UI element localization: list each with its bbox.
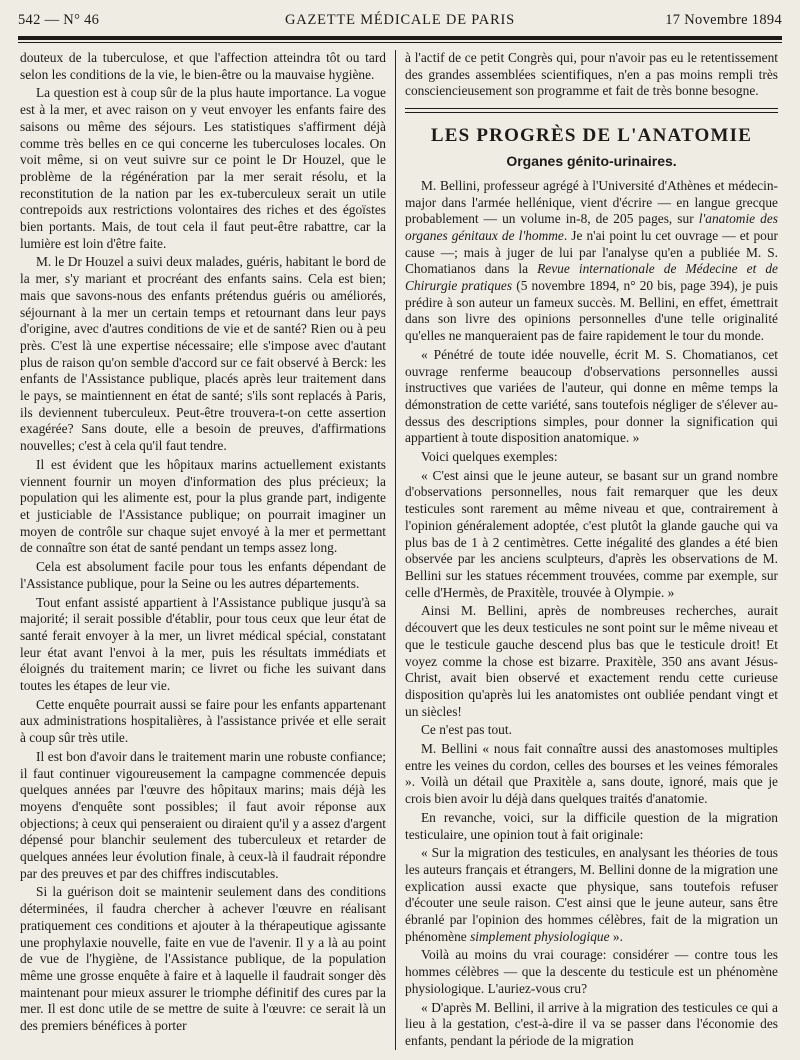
paragraph: « D'après M. Bellini, il arrive à la migration des testicules ce qui a lieu à la gestation, c'est-à-dire il va se passer dans l'économie des enfants, pendant la période de la migration — [405, 999, 778, 1048]
text-run: (5 novembre 1894, n° 20 bis, page 394), je puis prédire à son auteur un fameux succès. M. Bellini, en effet, émettrait dans son livre des opinions personnelles d'une telle originalité qu'elles ne manqueraient pas de faire rapidement le tour du monde. — [405, 278, 778, 344]
journal-title: GAZETTE MÉDICALE DE PARIS — [284, 12, 516, 28]
column-divider — [395, 50, 396, 1050]
paragraph: douteux de la tuberculose, et que l'affection atteindra tôt ou tard selon les conditions de la vie, le bien-être ou la mauvaise hygiène. — [20, 50, 386, 82]
paragraph: Cela est absolument facile pour tous les enfants dépendant de l'Assistance publique, pour la Seine ou les autres départements. — [20, 559, 386, 591]
paragraph — [405, 845, 778, 945]
paragraph: « Pénétré de toute idée nouvelle, écrit M. S. Chomatianos, cet ouvrage renferme beaucoup d'observations personnelles aussi instructives que variées de l'auteur, qui donne en même temps la démonstration de cette variété, sans toutefois négliger de s'élever au-dessus des descriptions simples, pour donner la signification qui appartient à toute disposition anatomique. » — [405, 346, 778, 446]
paragraph: Voilà au moins du vrai courage: considérer — contre tous les hommes célèbres — que la descente du testicule est un phénomène physiologique. L'auriez-vous cru? — [405, 947, 778, 996]
paragraph: Ainsi M. Bellini, après de nombreuses recherches, aurait découvert que les deux testicules ne sont point sur le même niveau et que le testicule gauche descend plus bas que le testicule droit! Et voyez comme la chose est bizarre. Praxitèle, 350 ans avant Jésus-Christ, avait bien observé et exactement rendu cette curieuse disposition qu'après lui les anatomistes ont oubliée pendant vingt et un siècles! — [405, 603, 778, 719]
section-rule — [405, 108, 778, 113]
paragraph: Il est bon d'avoir dans le traitement marin une robuste confiance; il faut continuer vigoureusement la campagne commencée depuis quelques années par l'œuvre des hôpitaux marins; mais déjà les moyens d'enquête sont possibles; il faut avoir réponse aux objections; à ceux qui penseraient ou diraient qu'il y a assez d'argent dépensé pour blanchir seulement des tuberculeux et retarder de quelques années leur évolution finale, à ceux-là il faudrait répondre par des preuves et par des chiffres indiscutables. — [20, 748, 386, 881]
italic-title: l'anatomie des organes génitaux de l'homme — [405, 211, 778, 243]
section-subtitle: Organes génito-urinaires. — [506, 153, 677, 170]
paragraph: La question est à coup sûr de la plus haute importance. La vogue est à la mer, et avec raison on y veut envoyer les enfants faire des saisons ou même des séjours. Les statistiques s'affirment déjà comme très belles en ce qui concerne les tuberculoses locales. On voit même, si on veut suivre sur ce point le Dr Houzel, que le problème de la régénération par la mer serait résolu, et la reconstitution de la nation par les ex-tuberculeux serait un utile contrepoids aux restrictions volontaires des riches et des égoïstes bien portants. Mais, de tout cela il faut peut-être rabattre, car la lumière est loin d'être faite. — [20, 85, 386, 251]
paragraph: En revanche, voici, sur la difficile question de la migration testiculaire, une opinion tout à fait originale: — [405, 809, 778, 842]
paragraph: Si la guérison doit se maintenir seulement dans des conditions déterminées, il faudra chercher à achever l'œuvre en réalisant pratiquement ces conditions et ajouter à la thérapeutique agissante une prophylaxie nouvelle, faite en vue de l'avenir. Il y a là au point de vue de l'hygiène, de l'Assistance publique, de la population même une grosse enquête à faire et à laquelle il faudrait songer dès maintenant pour mieux assurer le triomphe définitif des cures par la mer. Il est donc utile de se mettre de suite à l'œuvre: ce serait là un des premiers bénéfices à porter — [20, 884, 386, 1034]
text-run: M. Bellini, professeur agrégé à l'Université d'Athènes et médecin-major dans l'armée hellénique, vient d'écrire — en langue grecque probablement — un volume in-8, de 205 pages, sur — [405, 177, 778, 227]
paragraph: « C'est ainsi que le jeune auteur, se basant sur un grand nombre d'observations personnelles, nous fait remarquer que les deux testicules sont rarement au même niveau et que, contrairement à l'opinion généralement adoptée, c'est plutôt la glande gauche qui va plus bas de 1 à 2 centimètres. Cette inégalité des glandes a été bien observée par les anciens sculpteurs, d'après les observations de M. Bellini sur les statues récemment trouvées, comme par exemple, sur celle d'Hermès, de Praxitèle, trouvée à Olympie. » — [405, 467, 778, 600]
paragraph: Voici quelques exemples: — [421, 449, 558, 465]
left-column — [20, 50, 386, 1052]
page-header — [18, 8, 782, 32]
paragraph: M. le Dr Houzel a suivi deux malades, guéris, habitant le bord de la mer, s'y mariant et procréant des enfants sains. Cela est bien; mais que savons-nous des enfants prétendus guéris ou améliorés, séjournant à la mer un certain temps et retournant dans leur pays d'origine, avec d'autres conditions de vie et de santé? Rien ou à peu près. C'est là une expertise nécessaire; elle s'impose avec d'autant plus de raison qu'on semble d'accord sur ce fait observé à Berck: les enfants de l'Assistance publique, placés après leur traitement dans le pays, se maintiennent en état de santé; s'ils sont replacés à Paris, ils deviennent tuberculeux. Peut-être trouvera-t-on cette assertion exagérée? Sans doute, elle a besoin de preuves, d'affirmations nouvelles; c'est à cela qu'il faut tendre. — [20, 254, 386, 454]
paragraph: M. Bellini « nous fait connaître aussi des anastomoses multiples entre les veines du cordon, celles des bourses et les veines fémorales ». Voilà un détail que Praxitèle a, sans doute, ignoré, mais que je crois bien avoir lu déjà dans quelques traités d'anatomie. — [405, 741, 778, 807]
section-title: LES PROGRÈS DE L'ANATOMIE — [430, 125, 753, 147]
paragraph — [405, 178, 778, 345]
italic-phrase: simplement physiologique — [470, 928, 610, 944]
italic-journal: Revue internationale de Médecine et de Chirurgie pratiques — [405, 261, 778, 294]
text-run: ». — [609, 928, 623, 944]
text-run: « Sur la migration des testicules, en analysant les théories de tous les auteurs français et étrangers, M. Bellini donne de la migration une explication aussi exacte que physique, sans toutefois refuser d'écouter une seule raison. C'est ainsi que le jeune auteur, sans être ébranlé par l'opinion des hommes célèbres, fait de la migration un phénomène — [405, 845, 778, 944]
header-rule-thin — [18, 42, 782, 43]
header-rule-thick — [18, 36, 782, 40]
paragraph: Ce n'est pas tout. — [421, 722, 512, 738]
page-number: 542 — N° 46 — [18, 12, 100, 28]
paragraph: Tout enfant assisté appartient à l'Assistance publique jusqu'à sa majorité; il serait possible d'établir, pour tous ceux que leur état de santé ferait envoyer à la mer, un livret médical spécial, constatant leur état avant l'envoi à la mer, puis les résultats immédiats et éloignés du traitement marin; ce livret ou fiche les suivant dans toutes les étapes de leur vie. — [20, 594, 386, 694]
paragraph: Cette enquête pourrait aussi se faire pour les enfants appartenant aux administrations hospitalières, à l'assistance privée et elle serait à coup sûr très utile. — [20, 696, 386, 746]
text-run: . Je n'ai point lu cet ouvrage — et pour cause —; mais à juger de lui par l'analyse qu'en a publiée M. S. Chomatianos dans la — [405, 227, 778, 277]
paragraph: Il est évident que les hôpitaux marins actuellement existants viennent fournir un moyen d'information des plus précieux; la population qui les alimente est, pour la plus grande part, indigente et justiciable de l'Assistance publique; on pourrait imaginer un moyen de contrôle sur chaque sujet envoyé à la mer et permettant de connaître son état de santé pendant un temps assez long. — [20, 456, 386, 556]
paragraph: à l'actif de ce petit Congrès qui, pour n'avoir pas eu le retentissement des grandes assemblées scientifiques, n'en a pas moins rempli très consciencieusement son programme et fait de très bonne besogne. — [405, 50, 778, 99]
issue-date: 17 Novembre 1894 — [665, 12, 782, 28]
right-column — [405, 50, 778, 1052]
